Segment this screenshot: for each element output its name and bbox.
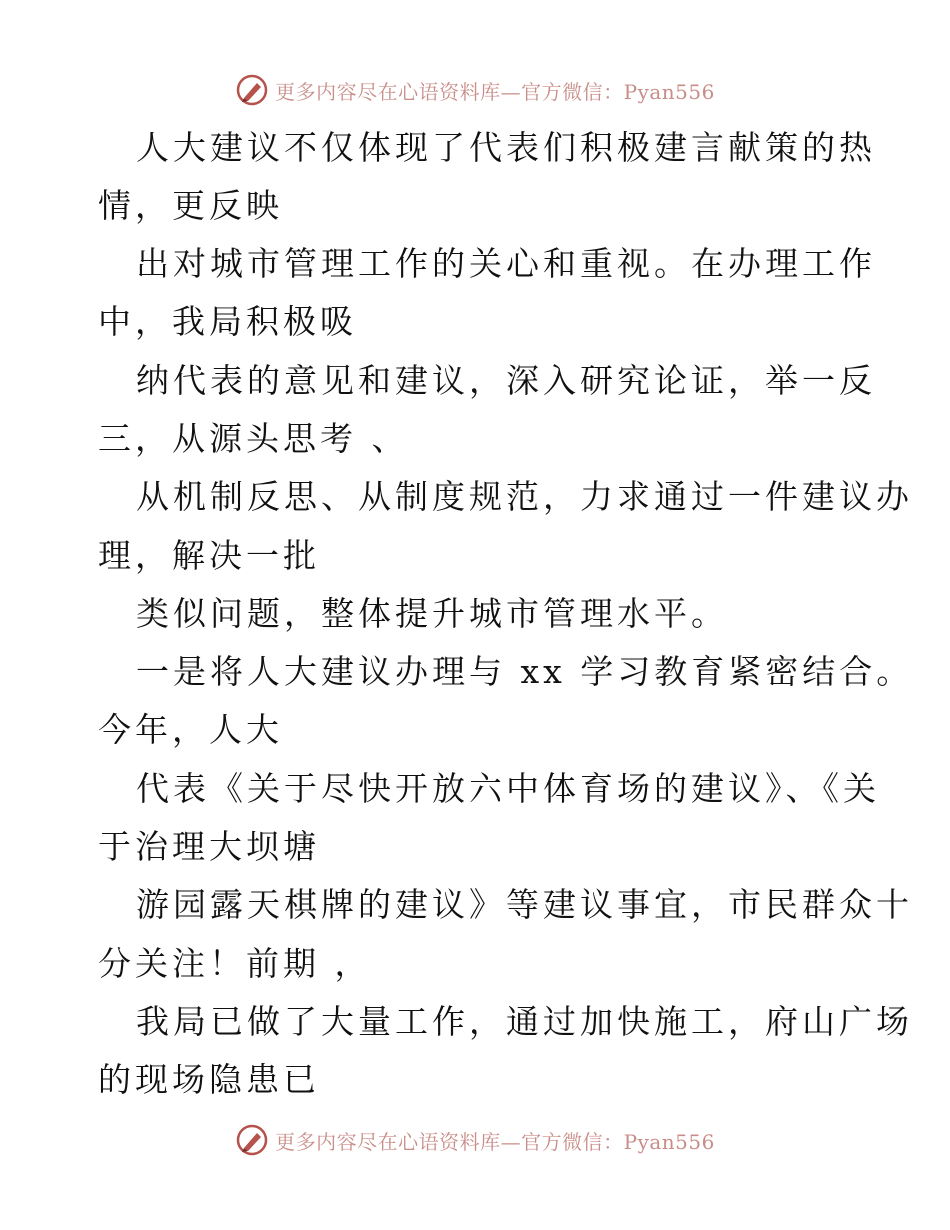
text-line: 代表《关于尽快开放六中体育场的建议》、《关 bbox=[136, 769, 880, 808]
text-line: 于治理大坝塘 bbox=[98, 827, 320, 866]
text-line: 的现场隐患已 bbox=[98, 1060, 320, 1099]
text-line: 理，解决一批 bbox=[98, 536, 320, 575]
header-banner bbox=[0, 70, 950, 110]
footer-banner-text: 更多内容尽在心语资料库—官方微信：Pyan556 bbox=[275, 1129, 715, 1154]
text-line: 一是将人大建议办理与 xx 学习教育紧密结合。 bbox=[136, 652, 914, 691]
footer-banner bbox=[0, 1120, 950, 1160]
text-line: 我局已做了大量工作，通过加快施工，府山广场 bbox=[136, 1002, 913, 1041]
text-line: 三，从源头思考 、 bbox=[98, 419, 409, 458]
header-banner-text: 更多内容尽在心语资料库—官方微信：Pyan556 bbox=[275, 79, 715, 104]
pen-logo-icon bbox=[235, 1123, 269, 1157]
text-line: 从机制反思、从制度规范，力求通过一件建议办 bbox=[136, 477, 913, 516]
text-line: 游园露天棋牌的建议》等建议事宜，市民群众十 bbox=[136, 885, 913, 924]
text-line: 情，更反映 bbox=[98, 186, 283, 225]
text-line: 纳代表的意见和建议，深入研究论证，举一反 bbox=[136, 361, 876, 400]
text-line: 人大建议不仅体现了代表们积极建言献策的热 bbox=[136, 128, 876, 167]
text-line: 出对城市管理工作的关心和重视。在办理工作 bbox=[136, 244, 876, 283]
text-line: 类似问题，整体提升城市管理水平。 bbox=[136, 594, 728, 633]
text-line: 今年，人大 bbox=[98, 710, 283, 749]
text-line: 中，我局积极吸 bbox=[98, 302, 357, 341]
text-line: 分关注！前期 ， bbox=[98, 944, 372, 983]
pen-logo-icon bbox=[235, 73, 269, 107]
